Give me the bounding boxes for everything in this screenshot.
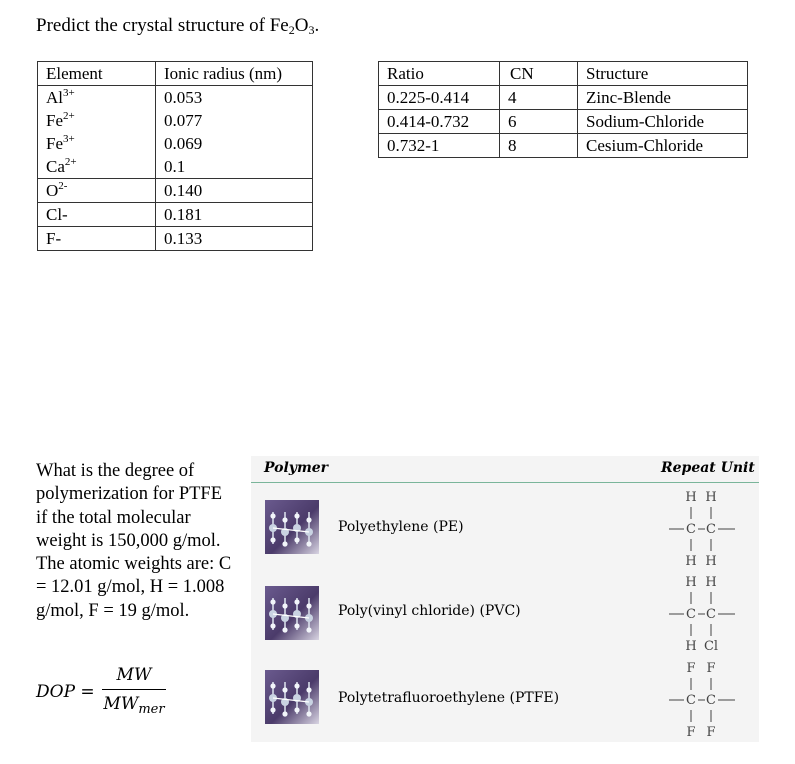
substituent-top: H [685,490,697,505]
repeat-unit-header: Repeat Unit [661,460,755,476]
ionic-radius-table [37,61,313,251]
backbone-carbon: C [706,693,716,708]
substituent-top: H [685,575,697,590]
molecule-model-icon [265,586,319,640]
polymer-name: Polyethylene (PE) [338,519,464,535]
backbone-carbon: C [686,522,696,537]
cn-cell: 4 [500,86,578,110]
table-row [379,110,748,134]
backbone-carbon: C [686,693,696,708]
radius-cell: 0.069 [156,132,313,155]
table-header-row [38,62,313,86]
substituent-top: H [705,575,717,590]
radius-cell: 0.140 [156,179,313,203]
formula-lhs: DOP = [36,682,95,702]
substituent-bottom: Cl [703,639,719,654]
substituent-top: F [706,661,716,676]
question-1: Predict the crystal structure of $Fe_2O_3$. [36,15,320,37]
table-row [38,227,313,251]
table-row [379,134,748,158]
cn-cell: 6 [500,110,578,134]
backbone-carbon: C [706,607,716,622]
table-row [38,179,313,203]
repeat-unit-structure [665,658,741,748]
table-row [38,203,313,227]
header-cn: CN [500,62,578,86]
substituent-top: F [686,661,696,676]
element-cell: $Fe^{2+}$ [38,109,156,132]
radius-ratio-table [378,61,748,158]
element-cell: $Ca^{2+}$ [38,155,156,179]
ratio-cell: 0.225-0.414 [379,86,500,110]
substituent-bottom: F [706,725,716,740]
header-structure: Structure [578,62,748,86]
table-header-row [379,62,748,86]
formula-denominator: $MW_{mer}$ [103,694,165,717]
formula-fraction [102,663,166,716]
cn-cell: 8 [500,134,578,158]
fraction-bar [102,689,166,690]
structure-cell: Sodium-Chloride [578,110,748,134]
radius-cell: 0.1 [156,155,313,179]
element-cell: $Al^{3+}$ [38,86,156,110]
repeat-unit-structure [665,487,741,577]
repeat-unit-structure [665,572,741,662]
table-row [379,86,748,110]
substituent-bottom: F [686,725,696,740]
substituent-bottom: H [685,554,697,569]
backbone-carbon: C [706,522,716,537]
polymer-figure [251,456,759,742]
question-2: What is the degree of polymerization for PTFE if the total molecular weight is 150,000 g/mol. The atomic weights are: C = 12.01 g/mol, H = 1.008 g/mol, F = 19 g/mol. [36,461,232,621]
substituent-top: H [705,490,717,505]
header-rule [251,482,759,483]
radius-cell: 0.077 [156,109,313,132]
header-ratio: Ratio [379,62,500,86]
element-cell: $O^{2-}$ [38,179,156,203]
structure-cell: Cesium-Chloride [578,134,748,158]
header-ionic-radius: Ionic radius (nm) [156,62,313,86]
backbone-carbon: C [686,607,696,622]
element-cell: Cl- [38,203,156,227]
element-cell: F- [38,227,156,251]
table-row [38,109,313,132]
ratio-cell: 0.732-1 [379,134,500,158]
polymer-name: Poly(vinyl chloride) (PVC) [338,603,521,619]
substituent-bottom: H [685,639,697,654]
radius-cell: 0.133 [156,227,313,251]
polymer-name: Polytetrafluoroethylene (PTFE) [338,690,560,706]
substituent-bottom: H [705,554,717,569]
table-row [38,86,313,110]
header-element: Element [38,62,156,86]
structure-cell: Zinc-Blende [578,86,748,110]
table-row [38,132,313,155]
radius-cell: 0.053 [156,86,313,110]
polymer-header: Polymer [264,460,329,476]
formula-numerator: MW [116,665,152,685]
ratio-cell: 0.414-0.732 [379,110,500,134]
table-row [38,155,313,179]
element-cell: $Fe^{3+}$ [38,132,156,155]
molecule-model-icon [265,500,319,554]
molecule-model-icon [265,670,319,724]
radius-cell: 0.181 [156,203,313,227]
